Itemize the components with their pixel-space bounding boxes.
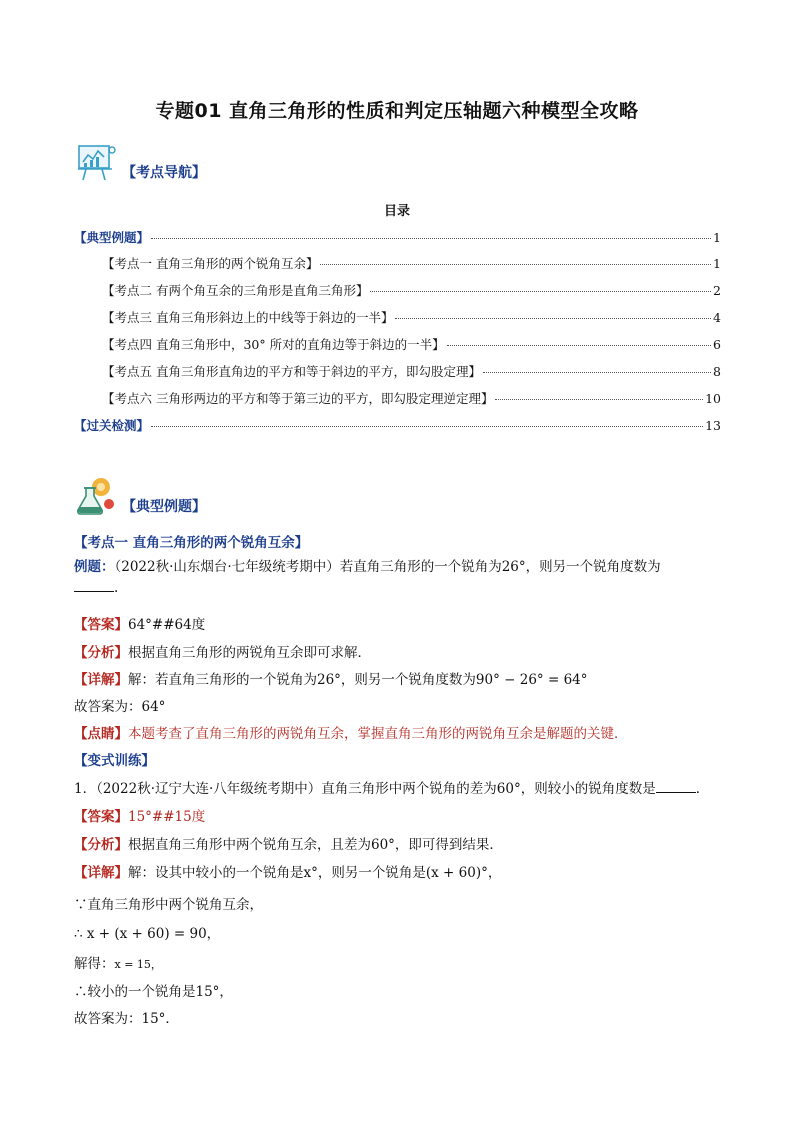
toc-row[interactable]: 【考点三 直角三角形斜边上的中线等于斜边的一半】 4 xyxy=(102,310,721,325)
q1-step-1: ∵直角三角形中两个锐角互余， xyxy=(74,897,263,913)
analysis-line: 【分析】根据直角三角形的两锐角互余即可求解． xyxy=(74,645,371,661)
answer-line: 【答案】64°##64度 xyxy=(74,617,206,633)
q1-detail-line: 【详解】解：设其中较小的一个锐角是x°，则另一个锐角是(x + 60)°， xyxy=(74,865,502,881)
answer-blank[interactable] xyxy=(656,778,696,793)
flask-icon xyxy=(74,474,118,518)
toc-row[interactable]: 【考点五 直角三角形直角边的平方和等于斜边的平方，即勾股定理】 8 xyxy=(102,364,721,379)
q1-step-5: 故答案为：15°． xyxy=(74,1011,179,1027)
variant-question-1: 1．（2022秋·辽宁大连·八年级统考期中）直角三角形中两个锐角的差为60°，则较小的锐角度数是 ． xyxy=(74,777,721,797)
nav-section-header xyxy=(74,140,206,184)
q1-analysis-line: 【分析】根据直角三角形中两个锐角互余，且差为60°，即可得到结果． xyxy=(74,837,503,853)
variant-heading: 【变式训练】 xyxy=(74,753,155,769)
example-question: 例题：（2022秋·山东烟台·七年级统考期中）若直角三角形的一个锐角为26°，则另一个锐角度数为 . xyxy=(74,559,661,596)
q1-step-3: 解得：x = 15， xyxy=(74,956,162,972)
toc-row[interactable]: 【考点二 有两个角互余的三角形是直角三角形】 2 xyxy=(102,283,721,298)
example-section-label: 【典型例题】 xyxy=(122,499,206,515)
comment-line: 【点睛】本题考查了直角三角形的两锐角互余，掌握直角三角形的两锐角互余是解题的关键． xyxy=(74,726,628,742)
toc-heading: 目录 xyxy=(383,204,410,219)
toc-row[interactable]: 【考点六 三角形两边的平方和等于第三边的平方，即勾股定理逆定理】 10 xyxy=(102,391,721,406)
q1-step-4: ∴较小的一个锐角是15°， xyxy=(74,984,233,1000)
nav-section-label: 【考点导航】 xyxy=(122,165,206,181)
detail-line: 【详解】解：若直角三角形的一个锐角为26°，则另一个锐角度数为90° − 26° = 64° xyxy=(74,672,588,688)
toc-row[interactable]: 【典型例题】 1 xyxy=(74,230,721,245)
toc-row[interactable]: 【过关检测】 13 xyxy=(74,418,721,433)
toc-row[interactable]: 【考点四 直角三角形中，30° 所对的直角边等于斜边的一半】 6 xyxy=(102,337,721,352)
topic1-heading: 【考点一 直角三角形的两个锐角互余】 xyxy=(74,535,309,551)
q1-answer-line: 【答案】15°##15度 xyxy=(74,809,206,825)
example-section-header xyxy=(74,474,206,518)
chalkboard-icon xyxy=(74,140,118,184)
toc-row[interactable]: 【考点一 直角三角形的两个锐角互余】 1 xyxy=(102,256,721,271)
page-title: 专题01 直角三角形的性质和判定压轴题六种模型全攻略 xyxy=(155,100,639,122)
answer-blank[interactable] xyxy=(74,577,114,592)
conclusion-line: 故答案为：64° xyxy=(74,699,166,715)
q1-step-2: ∴ x + (x + 60) = 90， xyxy=(74,926,221,942)
